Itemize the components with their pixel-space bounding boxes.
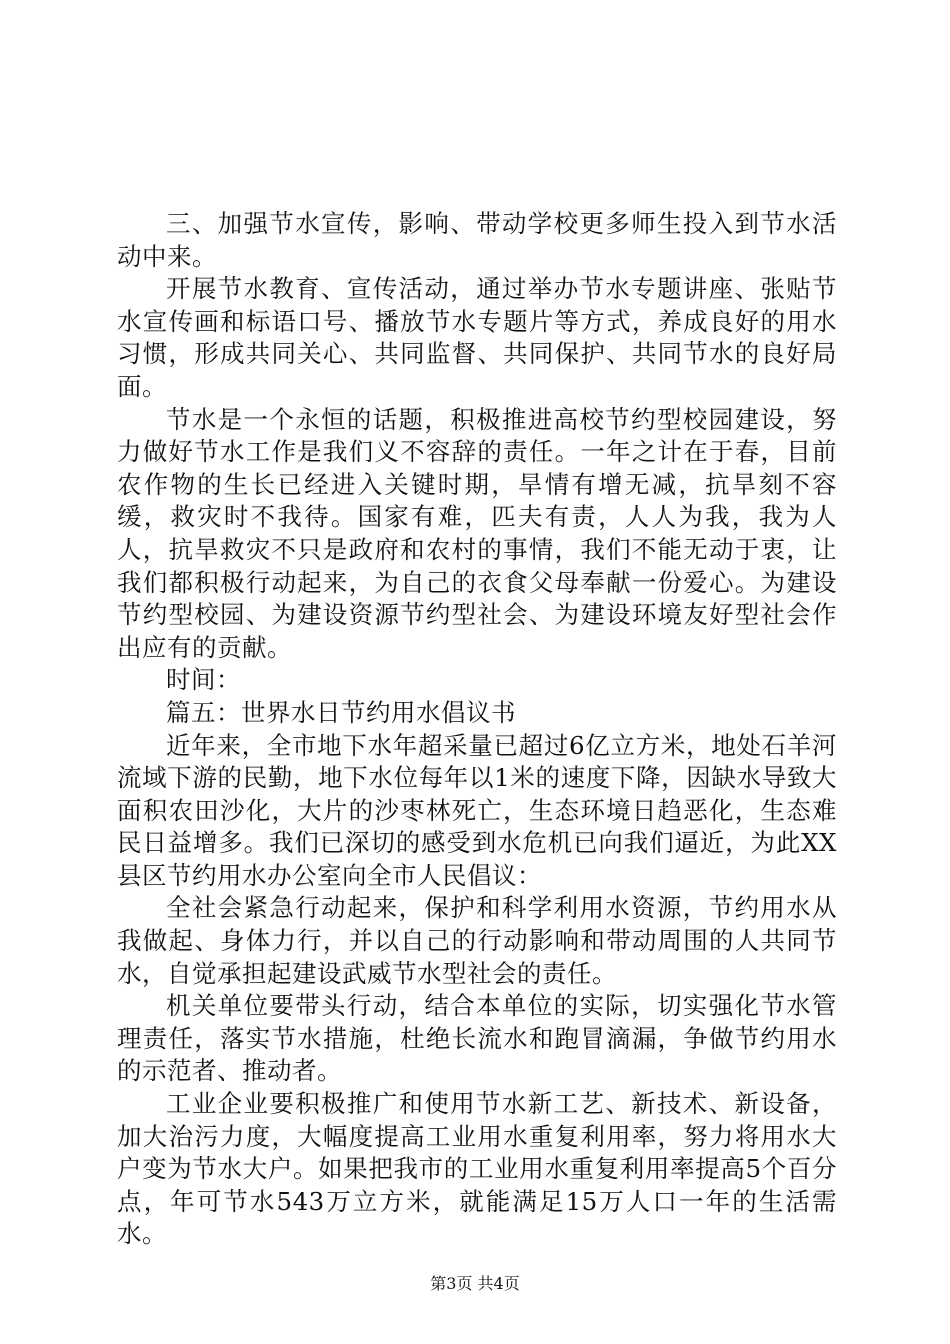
paragraph-industrial-enterprises: 工业企业要积极推广和使用节水新工艺、新技术、新设备，加大治污力度，大幅度提高工业用水重复利用率，努力将用水大户变为节水大户。如果把我市的工业用水重复利用率提高5个百分点，年可节水543万立方米，就能满足15万人口一年的生活需水。 — [117, 1089, 837, 1249]
paragraph-education-activities: 开展节水教育、宣传活动，通过举办节水专题讲座、张贴节水宣传画和标语口号、播放节水专题片等方式，养成良好的用水习惯，形成共同关心、共同监督、共同保护、共同节水的良好局面。 — [117, 274, 837, 401]
paragraph-water-saving-topic: 节水是一个永恒的话题，积极推进高校节约型校园建设，努力做好节水工作是我们义不容辞的责任。一年之计在于春，目前农作物的生长已经进入关键时期，旱情有增无减，抗旱刻不容缓，救灾时不我待。国家有难，匹夫有责，人人为我，我为人人，抗旱救灾不只是政府和农村的事情，我们不能无动于衷，让我们都积极行动起来，为自己的衣食父母奉献一份爱心。为建设节约型校园、为建设资源节约型社会、为建设环境友好型社会作出应有的贡献。 — [117, 404, 837, 662]
paragraph-groundwater-situation: 近年来，全市地下水年超采量已超过6亿立方米，地处石羊河流域下游的民勤，地下水位每年以1米的速度下降，因缺水导致大面积农田沙化，大片的沙枣林死亡，生态环境日趋恶化，生态难民日益增多。我们已深切的感受到水危机已向我们逼近，为此XX县区节约用水办公室向全市人民倡议： — [117, 730, 837, 890]
page-footer: 第3页 共4页 — [430, 1274, 520, 1293]
paragraph-government-units: 机关单位要带头行动，结合本单位的实际，切实强化节水管理责任，落实节水措施，杜绝长流水和跑冒滴漏，争做节约用水的示范者、推动者。 — [117, 991, 837, 1086]
document-body — [117, 208, 837, 1251]
paragraph-time-label: 时间： — [166, 665, 241, 695]
paragraph-section-three-heading: 三、加强节水宣传，影响、带动学校更多师生投入到节水活动中来。 — [117, 209, 837, 271]
paragraph-society-action: 全社会紧急行动起来，保护和科学利用水资源，节约用水从我做起、身体力行，并以自己的行动影响和带动周围的人共同节水，自觉承担起建设武威节水型社会的责任。 — [117, 893, 837, 988]
paragraph-chapter-five-title: 篇五：世界水日节约用水倡议书 — [166, 697, 516, 727]
